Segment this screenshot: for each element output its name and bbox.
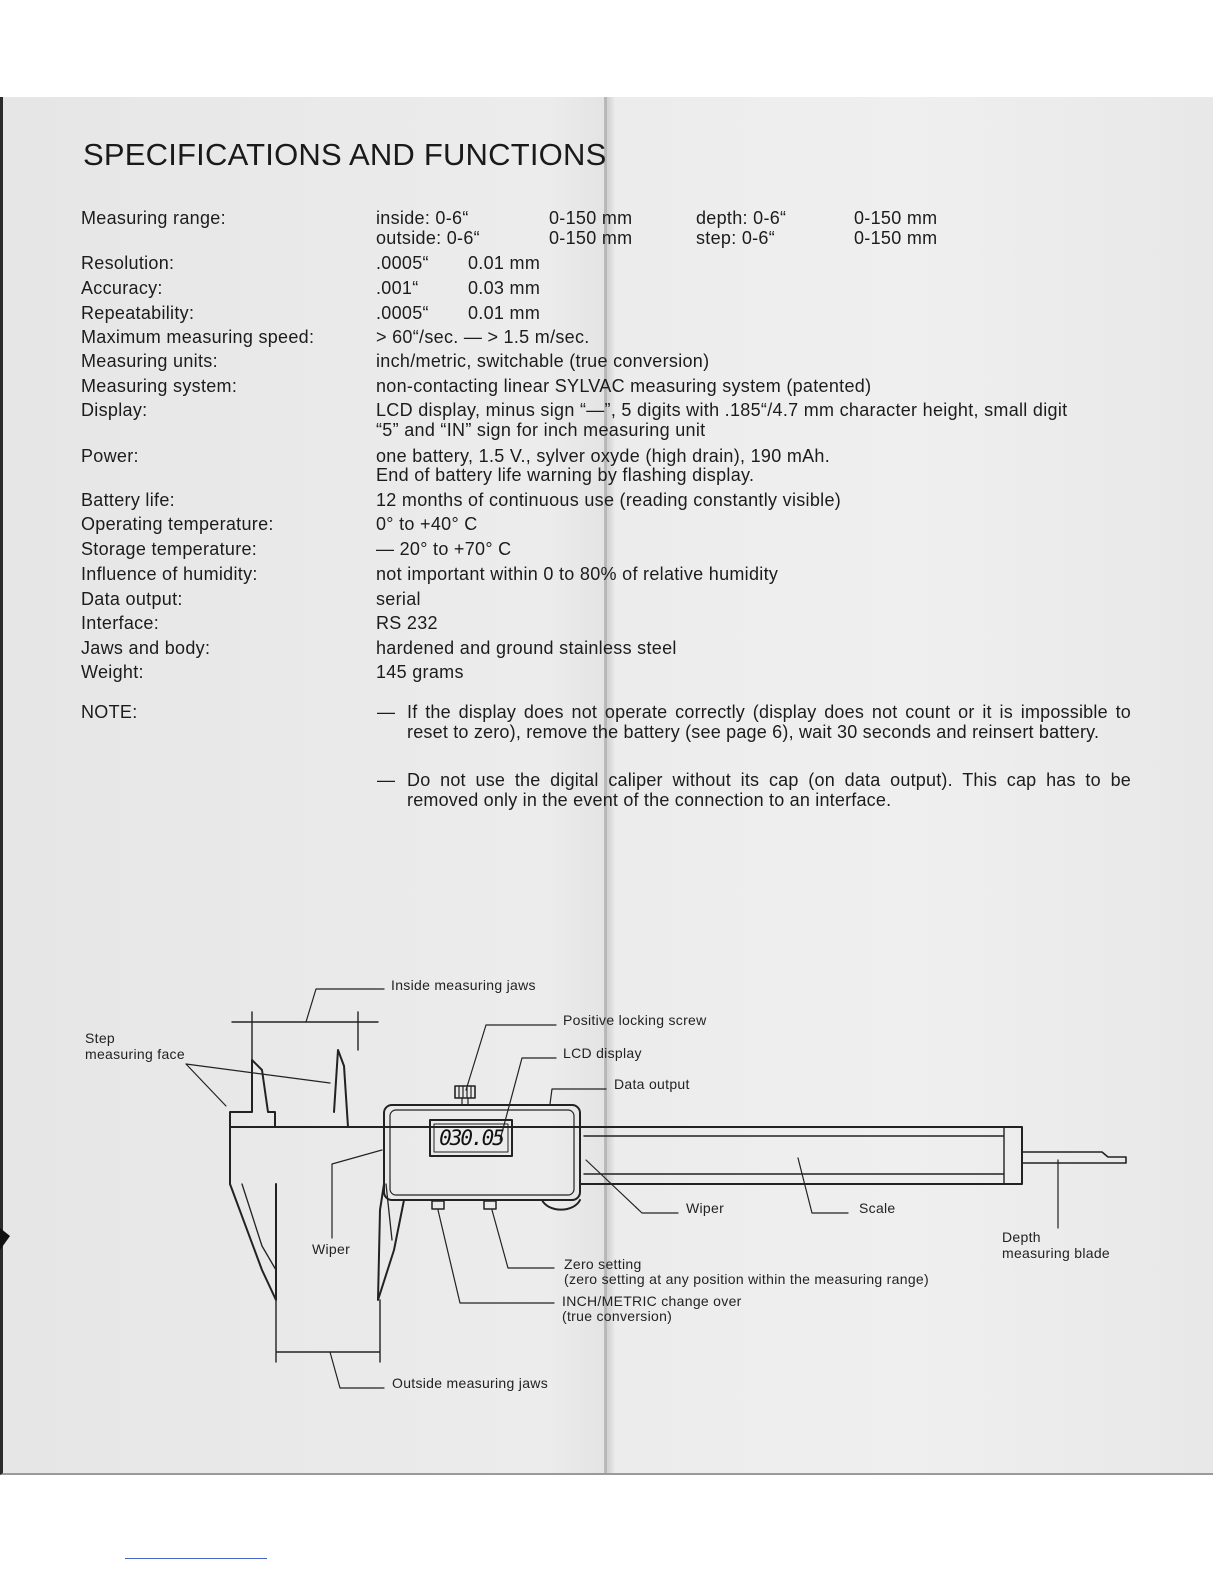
note-label: NOTE: xyxy=(81,702,138,722)
spec-value-step: step: 0-6“ xyxy=(696,228,776,248)
note-dash-2: — xyxy=(377,770,395,790)
spec-value-speed: > 60“/sec. — > 1.5 m/sec. xyxy=(376,327,590,347)
label-zero-setting-line2: (zero setting at any position within the measuring range) xyxy=(564,1271,929,1287)
spec-value-power-line2: End of battery life warning by flashing display. xyxy=(376,465,755,485)
footer-rule xyxy=(125,1558,267,1559)
spec-label-power: Power: xyxy=(81,446,139,466)
label-wiper-right: Wiper xyxy=(686,1200,725,1216)
label-data-output: Data output xyxy=(614,1076,690,1092)
spec-value-depth: depth: 0-6“ xyxy=(696,208,787,228)
spec-value-storage-temp: — 20° to +70° C xyxy=(376,539,512,559)
leader-wiper-right xyxy=(586,1160,678,1213)
leader-wiper-left xyxy=(332,1150,382,1238)
spec-value-display-line1: LCD display, minus sign “—”, 5 digits with .185“/4.7 mm character height, small digit xyxy=(376,400,1068,420)
thumb-wheel xyxy=(542,1200,580,1210)
spec-value-weight: 145 grams xyxy=(376,662,464,682)
spec-value-repeatability-inch: .0005“ xyxy=(376,303,429,323)
label-depth-blade-line2: measuring blade xyxy=(1002,1245,1111,1261)
spec-value-battery-life: 12 months of continuous use (reading constantly visible) xyxy=(376,490,842,510)
spec-value-inside: inside: 0-6“ xyxy=(376,208,469,228)
spec-label-units: Measuring units: xyxy=(81,351,218,371)
spec-label-measuring-range: Measuring range: xyxy=(81,208,226,228)
label-inch-metric-line1: INCH/METRIC change over xyxy=(562,1293,742,1309)
label-scale: Scale xyxy=(859,1200,896,1216)
leader-inside-jaws xyxy=(306,989,384,1022)
label-zero-setting-line1: Zero setting xyxy=(564,1256,642,1272)
spec-label-weight: Weight: xyxy=(81,662,144,682)
note-dash-1: — xyxy=(377,702,395,722)
spec-label-resolution: Resolution: xyxy=(81,253,175,273)
leader-outside-jaws xyxy=(330,1352,384,1388)
locking-screw xyxy=(455,1086,475,1098)
spec-label-system: Measuring system: xyxy=(81,376,238,396)
spec-value-units: inch/metric, switchable (true conversion) xyxy=(376,351,710,371)
label-step-face-line1: Step xyxy=(85,1030,115,1046)
spec-value-operating-temp: 0° to +40° C xyxy=(376,514,478,534)
label-inch-metric-line2: (true conversion) xyxy=(562,1308,673,1324)
fixed-jaw xyxy=(230,1060,275,1184)
spec-value-resolution-inch: .0005“ xyxy=(376,253,429,273)
spec-label-display: Display: xyxy=(81,400,148,420)
label-locking-screw: Positive locking screw xyxy=(563,1012,707,1028)
spec-label-storage-temp: Storage temperature: xyxy=(81,539,258,559)
page-edge-mark-icon xyxy=(0,1228,16,1250)
spec-value-power-line1: one battery, 1.5 V., sylver oxyde (high drain), 190 mAh. xyxy=(376,446,831,466)
spec-value-accuracy-mm: 0.03 mm xyxy=(468,278,541,298)
leader-data-output xyxy=(550,1089,606,1104)
spec-label-interface: Interface: xyxy=(81,613,160,633)
spec-value-resolution-mm: 0.01 mm xyxy=(468,253,541,273)
page-title: SPECIFICATIONS AND FUNCTIONS xyxy=(83,137,607,172)
label-inside-jaws: Inside measuring jaws xyxy=(391,977,536,993)
leader-step-face xyxy=(186,1064,330,1106)
spec-label-accuracy: Accuracy: xyxy=(81,278,163,298)
depth-blade xyxy=(1022,1152,1126,1163)
spec-label-jaws-body: Jaws and body: xyxy=(81,638,211,658)
spec-value-data-output: serial xyxy=(376,589,421,609)
lcd-reading: 030.05 xyxy=(439,1126,503,1150)
spec-label-operating-temp: Operating temperature: xyxy=(81,514,274,534)
spec-value-outside-mm: 0-150 mm xyxy=(549,228,633,248)
spec-value-humidity: not important within 0 to 80% of relative humidity xyxy=(376,564,779,584)
spec-value-interface: RS 232 xyxy=(376,613,438,633)
inch-metric-button xyxy=(432,1201,444,1209)
spec-value-repeatability-mm: 0.01 mm xyxy=(468,303,541,323)
spec-value-jaws-body: hardened and ground stainless steel xyxy=(376,638,677,658)
label-wiper-left: Wiper xyxy=(312,1241,351,1257)
spec-value-accuracy-inch: .001“ xyxy=(376,278,419,298)
sliding-jaw xyxy=(334,1050,386,1127)
label-outside-jaws: Outside measuring jaws xyxy=(392,1375,548,1391)
spec-value-outside: outside: 0-6“ xyxy=(376,228,480,248)
spec-label-humidity: Influence of humidity: xyxy=(81,564,258,584)
spec-label-data-output: Data output: xyxy=(81,589,183,609)
note-item-1: If the display does not operate correctly (display does not count or it is impossible to reset to zero), remove the battery (see page 6), wait 30 seconds and reinsert battery. xyxy=(407,702,1131,742)
leader-zero-setting xyxy=(492,1210,554,1268)
zero-button xyxy=(484,1201,496,1209)
spec-label-repeatability: Repeatability: xyxy=(81,303,195,323)
spec-label-battery-life: Battery life: xyxy=(81,490,175,510)
spec-value-depth-mm: 0-150 mm xyxy=(854,208,938,228)
leader-scale xyxy=(798,1158,848,1213)
spec-value-inside-mm: 0-150 mm xyxy=(549,208,633,228)
note-item-2: Do not use the digital caliper without its cap (on data output). This cap has to be removed only in the event of the connection to an interface. xyxy=(407,770,1131,810)
label-lcd-display: LCD display xyxy=(563,1045,642,1061)
spec-value-system: non-contacting linear SYLVAC measuring system (patented) xyxy=(376,376,872,396)
label-depth-blade-line1: Depth xyxy=(1002,1229,1041,1245)
label-step-face-line2: measuring face xyxy=(85,1046,185,1062)
spec-label-speed: Maximum measuring speed: xyxy=(81,327,315,347)
spec-value-display-line2: “5” and “IN” sign for inch measuring unit xyxy=(376,420,706,440)
spec-value-step-mm: 0-150 mm xyxy=(854,228,938,248)
